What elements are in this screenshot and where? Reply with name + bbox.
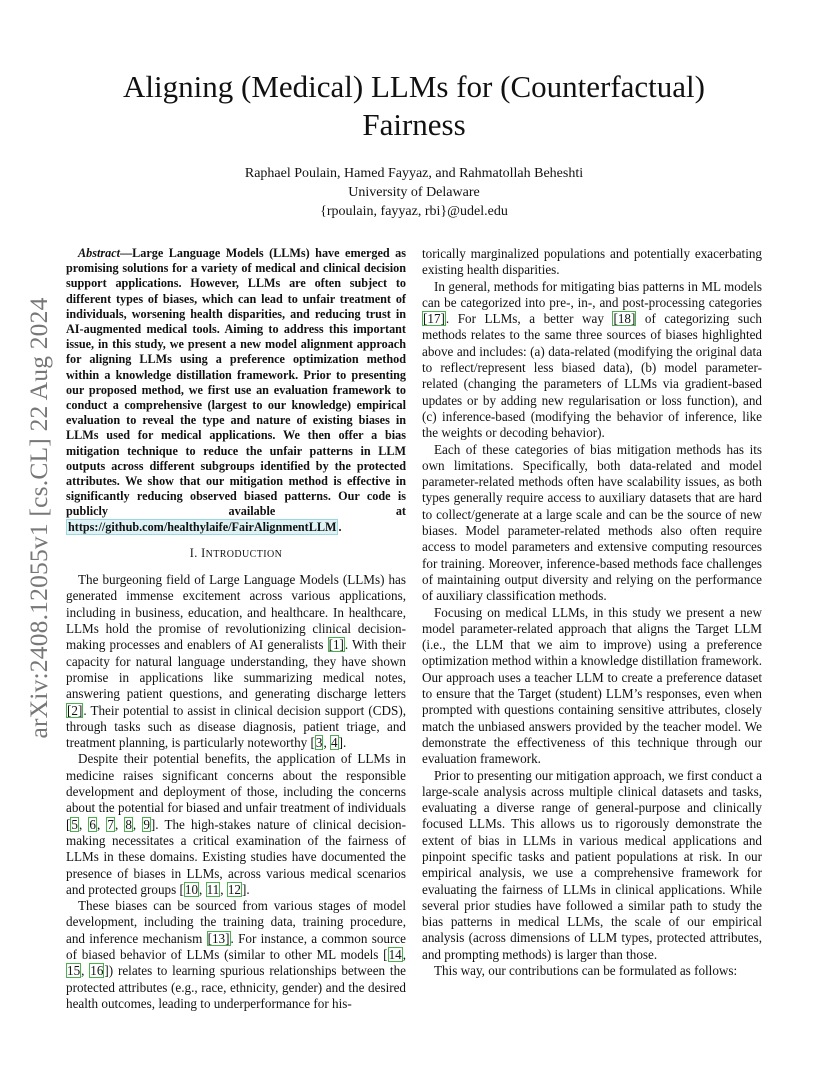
text-run: . For instance, a common source of biased behavior of LLMs (similar to other ML models [ [66, 930, 406, 962]
text-run: These biases can be sourced from various stages of model development, including the training data, training procedure, and inference mechanism [66, 898, 406, 946]
text-run: , [199, 881, 206, 897]
citation-link[interactable]: 6 [89, 816, 96, 832]
text-run: Prior to presenting our mitigation approach, we first conduct a large-scale analysis across multiple clinical datasets and tasks, evaluating a diverse range of general-purpose and clinically focused LLMs. This allows us to rigorously demonstrate the extent of bias in LLMs in various medical applications and pinpoint specific tasks and patient populations at risk. In our empirical analysis, we use a comprehensive framework for evaluating the fairness of LLMs in clinical applications. While several prior studies have followed a similar path to study the bias patterns in medical LLMs, the scale of our empirical analysis (across dimensions of LLM types, protected attributes, and prompting methods) is larger than those. [422, 767, 762, 962]
left-body-text [66, 572, 406, 1012]
citation-link[interactable]: 12 [227, 881, 241, 897]
abstract-text: —Large Language Models (LLMs) have emerged as promising solutions for a variety of medical and clinical decision support applications. However, LLMs are often subject to different types of biases, which can lead to unfair treatment of individuals, worsening health disparities, and reducing trust in AI-augmented medical tools. Aiming to address this important issue, in this study, we present a new model alignment approach for aligning LLMs using a preference optimization method within a knowledge distillation framework. Prior to presenting our proposed method, we first use an evaluation framework to conduct a comprehensive (largest to our knowledge) empirical evaluation to reveal the type and nature of existing biases in LLMs used for medical applications. We then offer a bias mitigation technique to reduce the unfair patterns in LLM outputs across different subgroups identified by the protected attributes. We show that our mitigation method is effective in significantly reducing observed biased patterns. Our code is publicly available at [66, 246, 406, 519]
text-run: In general, methods for mitigating bias patterns in ML models can be categorized into pre-, in-, and post-processing categories [422, 278, 762, 310]
text-run: The burgeoning field of Large Language Models (LLMs) has generated immense excitement across various applications, including in business, education, and healthcare. In healthcare, LLMs hold the promise of revolutionizing clinical decision-making processes and enablers of AI generalists [66, 572, 406, 653]
text-run: ]) relates to learning spurious relationships between the protected attributes (e.g., race, ethnicity, gender) and the desired health outcomes, leading to underperformance for his- [66, 963, 406, 1011]
citation-link[interactable]: 10 [184, 881, 199, 897]
citation-link[interactable]: 5 [71, 816, 78, 832]
author-names: Raphael Poulain, Hamed Fayyaz, and Rahmatollah Beheshti [244, 166, 584, 181]
paragraph [422, 246, 762, 279]
section-title-first: I [201, 545, 206, 560]
text-run: Despite their potential benefits, the application of LLMs in medicine raises significant concerns about the responsible development and deployment of those, including the concerns about the potential for biased and unfair treatment of individuals [ [66, 751, 406, 832]
citation-link[interactable]: 7 [107, 816, 114, 832]
citation-link[interactable]: 8 [125, 816, 132, 832]
right-body-text [422, 246, 762, 979]
paragraph [422, 279, 762, 442]
abstract-label: Abstract [78, 246, 120, 260]
citation-link[interactable]: 14 [388, 946, 402, 962]
citation-link[interactable]: 11 [206, 881, 220, 897]
citation-link[interactable]: [1] [328, 637, 344, 653]
section-heading-introduction [66, 545, 406, 563]
author-block [80, 164, 748, 221]
citation-link[interactable]: 4 [331, 735, 338, 751]
text-run: . With their capacity for natural language understanding, they have shown promise in applications like summarizing medical notes, answering patient questions, and generating discharge letters [66, 637, 406, 702]
paragraph [66, 751, 406, 898]
section-title-rest: NTRODUCTION [205, 548, 283, 560]
citation-link[interactable]: 3 [315, 735, 323, 751]
right-column [422, 246, 762, 979]
text-run: , [323, 735, 331, 751]
abstract [66, 246, 406, 535]
left-column [66, 246, 406, 1012]
text-run: Focusing on medical LLMs, in this study we present a new model parameter-related approach that aligns the Target LLM (i.e., the LLM that we aim to improve) using a preference optimization method within a knowledge distillation framework. Our approach uses a teacher LLM to create a preference dataset to ensure that the Target (student) LLM’s responses, even when prompted with questions containing sensitive attributes, closely match the unbiased answers provided by the teacher model. We demonstrate the effectiveness of this technique through our evaluation framework. [422, 604, 762, 767]
text-run: , [114, 816, 125, 832]
citation-link[interactable]: 16 [90, 963, 104, 979]
citation-link[interactable]: 15 [67, 963, 81, 979]
paragraph [422, 963, 762, 979]
citation-link[interactable]: [17] [423, 311, 445, 327]
text-run: . Their potential to assist in clinical decision support (CDS), through tasks such as disease diagnosis, patient triage, and treatment planning, is particularly noteworthy [ [66, 702, 406, 751]
affiliation: University of Delaware [348, 185, 480, 200]
text-run: , [81, 963, 90, 979]
text-run: , [78, 816, 89, 832]
text-run: ]. The high-stakes nature of clinical decision-making necessitates a critical examination of the fairness of LLMs in these domains. Existing studies have documented the presence of biases in LLMs, across various medical scenarios and protected groups [ [66, 816, 406, 897]
citation-link[interactable]: [2] [67, 702, 83, 718]
text-run: This way, our contributions can be formulated as follows: [434, 963, 738, 979]
abstract-end: . [338, 519, 342, 534]
text-run: Each of these categories of bias mitigation methods has its own limitations. Specifically, both data-related and model parameter-related methods often have scalability issues, as both types generally require access to auxiliary datasets that are hard to collect/generate at a large scale and can be the source of new biases. Model parameter-related methods also often require access to model parameters and extensive computing resources for training. Moreover, inference-based methods face challenges of maintaining output diversity and relying on the performance of auxiliary classification methods. [422, 441, 762, 604]
code-link[interactable]: https://github.com/healthylaife/FairAlignmentLLM [68, 519, 337, 534]
citation-link[interactable]: [18] [613, 311, 636, 327]
paragraph [66, 572, 406, 751]
section-number: I. [189, 545, 198, 560]
arxiv-identifier-text: arXiv:2408.12055v1 [cs.CL] 22 Aug 2024 [24, 297, 53, 739]
paragraph [422, 768, 762, 964]
arxiv-identifier [24, 278, 54, 758]
text-run: , [220, 881, 227, 897]
text-run: , [96, 816, 107, 832]
text-run: , [132, 816, 143, 832]
paragraph [422, 442, 762, 605]
author-emails: {rpoulain, fayyaz, rbi}@udel.edu [320, 204, 508, 219]
text-run: . For LLMs, a better way [445, 311, 613, 327]
text-run: , [402, 946, 406, 962]
paper-title: Aligning (Medical) LLMs for (Counterfactual) Fairness [123, 69, 705, 142]
text-run: torically marginalized populations and potentially exacerbating existing health disparities. [422, 246, 762, 278]
citation-link[interactable]: 9 [143, 816, 150, 832]
text-run: ]. [338, 735, 347, 751]
paragraph [66, 898, 406, 1012]
citation-link[interactable]: [13] [207, 930, 230, 946]
paragraph [422, 605, 762, 768]
text-run: ]. [241, 881, 250, 897]
text-run: of categorizing such methods relates to the same three sources of biases highlighted above and includes: (a) data-related (modifying the original data to reflect/represent less biased data), (b) model parameter-related (changing the parameters of LLMs via gradient-based updates or by adding new regularisation or loss function), and (c) inference-based (modifying the behavior of inference, like the weights or decoding behavior). [422, 311, 762, 441]
